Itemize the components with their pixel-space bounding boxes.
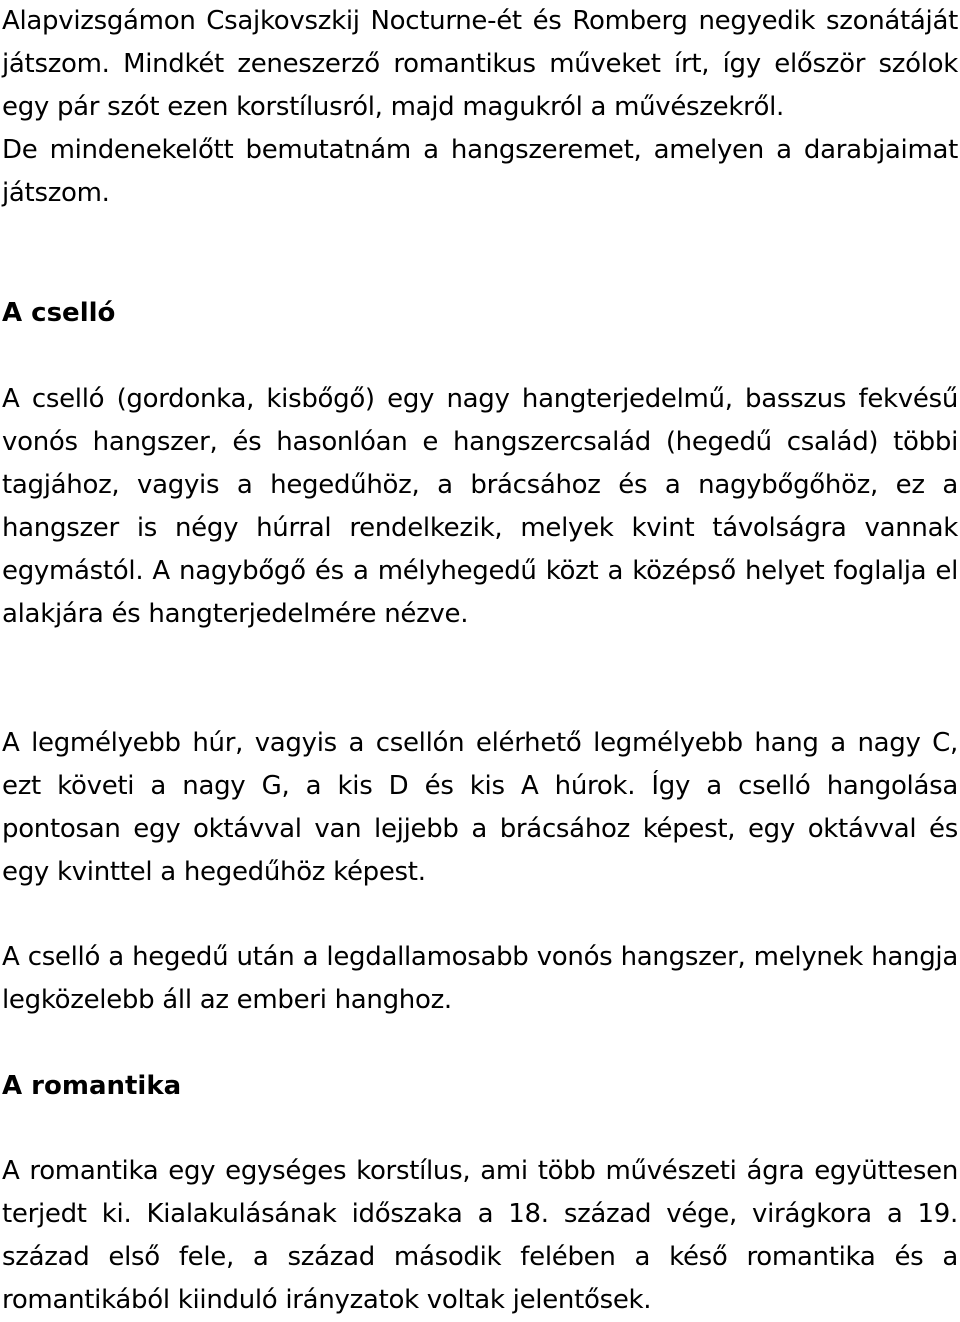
- intro-section: [2, 0, 958, 215]
- cello-heading: A cselló: [2, 298, 116, 328]
- romantic-heading: A romantika: [2, 1071, 182, 1101]
- cello-paragraph-3: A cselló a hegedű után a legdallamosabb vonós hangszer, melynek hangja legközelebb áll az emberi hanghoz.: [2, 942, 958, 1015]
- cello-paragraph-1: A cselló (gordonka, kisbőgő) egy nagy hangterjedelmű, basszus fekvésű vonós hangszer, és hasonlóan e hangszercsalád (hegedű család) többi tagjához, vagyis a hegedűhöz, a brácsához és a nagybőgőhöz, ez a hangszer is négy húrral rendelkezik, melyek kvint távolságra vannak egymástól. A nagybőgő és a mélyhegedű közt a középső helyet foglalja el alakjára és hangterjedelmére nézve.: [2, 384, 958, 629]
- romantic-paragraph-1: A romantika egy egységes korstílus, ami több művészeti ágra együttesen terjedt ki. Kialakulásának időszaka a 18. század vége, virágkora a 19. század első fele, a század második felében a késő romantika és a romantikából kiinduló irányzatok voltak jelentősek.: [2, 1156, 958, 1315]
- intro-paragraph-2: De mindenekelőtt bemutatnám a hangszeremet, amelyen a darabjaimat játszom.: [2, 135, 958, 208]
- intro-paragraph-1: Alapvizsgámon Csajkovszkij Nocturne-ét és Romberg negyedik szonátáját játszom. Mindkét zeneszerző romantikus műveket írt, így először szólok egy pár szót ezen korstílusról, majd magukról a művészekről.: [2, 6, 958, 122]
- cello-paragraph-2: A legmélyebb húr, vagyis a csellón elérhető legmélyebb hang a nagy C, ezt követi a nagy G, a kis D és kis A húrok. Így a cselló hangolása pontosan egy oktávval van lejjebb a brácsához képest, egy oktávval és egy kvinttel a hegedűhöz képest.: [2, 728, 958, 887]
